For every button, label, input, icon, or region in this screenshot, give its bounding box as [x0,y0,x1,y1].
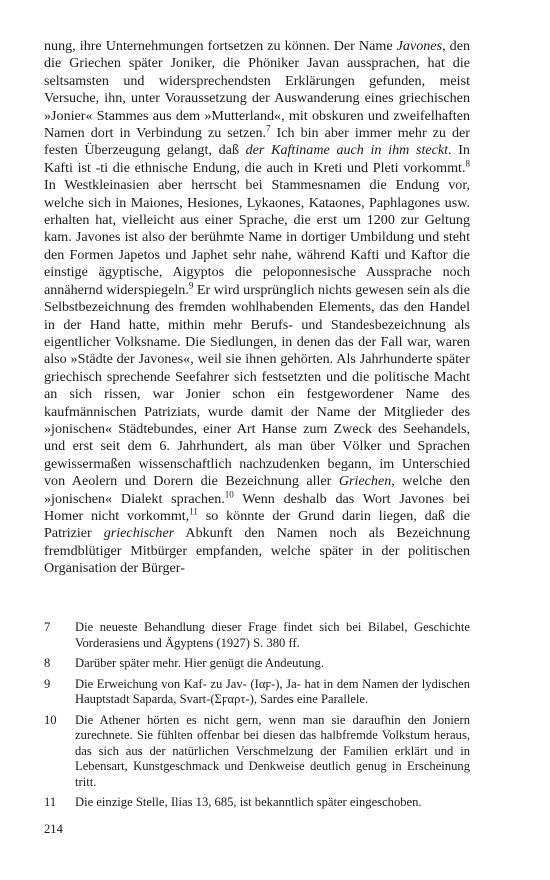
footnote-ref-7[interactable]: 7 [266,123,271,134]
text-segment: Wenn deshalb das Wort Javones bei Homer nicht vorkommt, [44,490,471,524]
footnote-number: 8 [44,656,51,670]
footnote-number: 10 [44,712,57,727]
footnote-text: Darüber später mehr. Hier genügt die Andeutung. [75,656,325,670]
text-segment: nung, ihre Unternehmungen fortsetzen zu können. Der Name [44,38,397,54]
footnote-text: Die Erweichung von Kaf- zu Jav- (Ιαϝ-), Ja- hat in dem Namen der lydischen Hauptstadt Saparda, Svart-(Σϝαρτ-), Sardes eine Parallele. [75,676,470,706]
footnote-8 [44,656,470,672]
footnote-ref-10[interactable]: 10 [224,488,234,499]
text-segment: , welche den »jonischen« Dialekt sprachen. [44,473,470,507]
text-segment: Ich bin aber immer mehr zu der festen Überzeugung gelangt, daß [44,125,470,159]
body-paragraph [44,38,470,578]
footnote-10 [44,713,470,791]
footnotes [44,620,470,816]
footnote-number: 9 [44,676,51,691]
footnote-text: Die einzige Stelle, Ilias 13, 685, ist bekanntlich später eingeschoben. [75,795,422,809]
main-text [44,38,470,578]
footnote-11 [44,795,470,811]
footnote-ref-8[interactable]: 8 [465,158,470,169]
text-segment: , den die Griechen später Joniker, die Phöniker Javan aussprachen, hat die seltsamsten und widersprechendsten Erklärungen gefunden, meist Versuche, ihn, unter Voraussetzung der Auswanderung eines griechischen »Jonier« Stammes aus dem »Mutterland«, mit obskuren und zweifelhaften Namen dort in Verbindung zu setzen. [44,38,471,142]
footnote-number: 11 [44,795,57,809]
text-segment: so könnte der Grund darin liegen, daß die Patrizier [44,507,471,542]
page-number: 214 [44,822,63,836]
footnote-7 [44,620,470,651]
footnote-text: Die Athener hörten es nicht gern, wenn man sie daraufhin den Joniern zurechnete. Sie fühlten offenbar bei diesen das halbfremde Volkstum heraus, das sich aus der natürlichen Verschmelzung der Familien erklärt und in Lebensart, Kunstgeschmack und Denkweise deutlich genug in Erscheinung tritt. [75,712,470,789]
italic-term-griechischer: griechischer [103,525,175,542]
footnote-text: Die neueste Behandlung dieser Frage findet sich bei Bilabel, Geschichte Vorderasiens und Ägyptens (1927) S. 380 ff. [75,620,470,650]
italic-term-griechen: Griechen [338,473,392,490]
footnote-number: 7 [44,620,51,634]
italic-phrase-kaftiname: der Kaftiname auch in ihm steckt [245,142,449,159]
text-segment: . In Kafti ist -ti die ethnische Endung, die auch in Kreti und Pleti vorkommt. [44,142,470,176]
italic-term-javones: Javones [396,38,443,54]
footnote-9 [44,677,470,708]
footnote-ref-9[interactable]: 9 [188,280,194,290]
text-segment: Er wird ursprünglich nichts gewesen sein als die Selbstbezeichnung des fremden wohlhabenden Elements, das den Handel in der Hand hatte, mithin mehr Berufs- und Standesbezeichnung als eigentlicher Volksname. Die Siedlungen, in denen das der Fall war, waren also »Städte der Javones«, weil sie ihnen gehörten. Als Jahrhunderte später griechisch sprechende Seefahrer sich festsetzten und die politische Macht an sich rissen, war Jonier schon ein festgewordener Name des kaufmännischen Patriziats, wurde damit der Name der Mitglieder des »jonischen« Städtebundes, einer Art Hanse zum Zweck des Seehandels, und erst seit dem 6. Jahrhundert, als man über Völker und Sprachen gewissermaßen wissenschaftlich nachzudenken begann, im Unterschied von Aeolern und Dorern die Bezeichnung aller [44,281,470,490]
footnote-ref-11[interactable]: 11 [189,506,198,517]
text-segment: Abkunft den Namen noch als Bezeichnung fremdblütiger Mitbürger empfanden, welche später in der politischen Organisation der Bürger- [44,525,470,577]
text-segment: In Westkleinasien aber herrscht bei Stammesnamen die Endung vor, welche sich in Maiones, Hesiones, Lykaones, Kataones, Paphlagones usw. erhalten hat, vielleicht aus einer Sprache, die erst um 1200 zur Geltung kam. Javones ist also der berühmte Name in dortiger Umbildung und steht den Formen Japetos und Japhet sehr nahe, während Kafti und Kaftor die einstige ägyptische, Aigyptos die peloponnesische Aussprache noch annähernd widerspiegeln. [44,177,470,298]
